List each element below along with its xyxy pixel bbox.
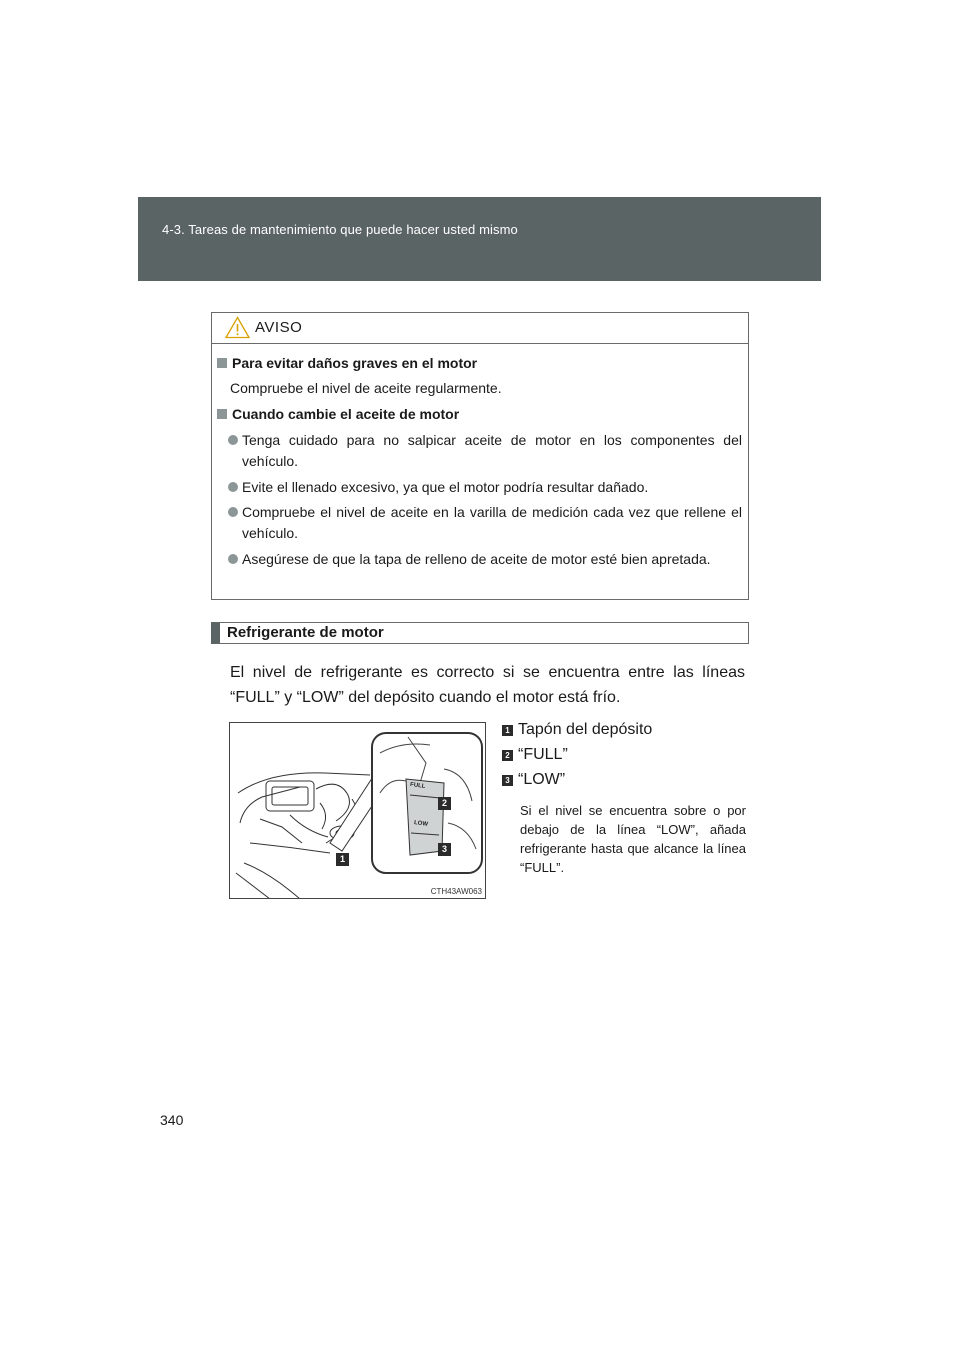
legend-item-3: 3 “LOW” [502, 771, 565, 789]
legend-item-2: 2 “FULL” [502, 746, 568, 764]
header-band [138, 197, 821, 281]
warning-body-check-oil: Compruebe el nivel de aceite regularmente. [230, 380, 502, 396]
coolant-heading: Refrigerante de motor [211, 622, 749, 644]
warning-heading-engine-damage: Para evitar daños graves en el motor [212, 353, 748, 374]
warning-header [212, 313, 748, 344]
callout-1: 1 [336, 853, 349, 866]
warning-bullet-cap: Asegúrese de que la tapa de relleno de aceite de motor esté bien apretada. [212, 549, 748, 570]
warning-box [211, 312, 749, 600]
square-bullet-icon [217, 409, 227, 419]
round-bullet-icon [228, 435, 238, 445]
legend-number: 1 [502, 725, 513, 736]
warning-bullet-splash: Tenga cuidado para no salpicar aceite de motor en los componentes del vehículo. [212, 430, 748, 472]
warning-triangle-icon [225, 316, 250, 339]
warning-bullet-overfill: Evite el llenado excesivo, ya que el motor podría resultar dañado. [212, 477, 748, 498]
tank-low-mark: LOW [413, 820, 429, 828]
warning-label: AVISO [255, 319, 303, 336]
section-title: 4-3. Tareas de mantenimiento que puede hacer usted mismo [162, 222, 518, 237]
round-bullet-icon [228, 554, 238, 564]
legend-item-1: 1 Tapón del depósito [502, 721, 652, 739]
coolant-note: Si el nivel se encuentra sobre o por debajo de la línea “LOW”, añada refrigerante hasta que alcance la línea “FULL”. [520, 803, 746, 875]
round-bullet-icon [228, 507, 238, 517]
figure-code: CTH43AW063 [430, 887, 482, 896]
square-bullet-icon [217, 358, 227, 368]
warning-heading-oil-change: Cuando cambie el aceite de motor [212, 404, 748, 425]
warning-bullet-dipstick: Compruebe el nivel de aceite en la varilla de medición cada vez que rellene el vehículo. [212, 502, 748, 544]
callout-3: 3 [438, 843, 451, 856]
coolant-intro: El nivel de refrigerante es correcto si se encuentra entre las líneas “FULL” y “LOW” del depósito cuando el motor está frío. [230, 664, 745, 706]
coolant-reservoir-illustration [229, 722, 486, 899]
page-number: 340 [160, 1112, 184, 1128]
round-bullet-icon [228, 482, 238, 492]
legend-number: 3 [502, 775, 513, 786]
legend-number: 2 [502, 750, 513, 761]
engine-bay-drawing [230, 723, 486, 899]
tank-full-mark: FULL [409, 781, 426, 791]
callout-2: 2 [438, 797, 451, 810]
